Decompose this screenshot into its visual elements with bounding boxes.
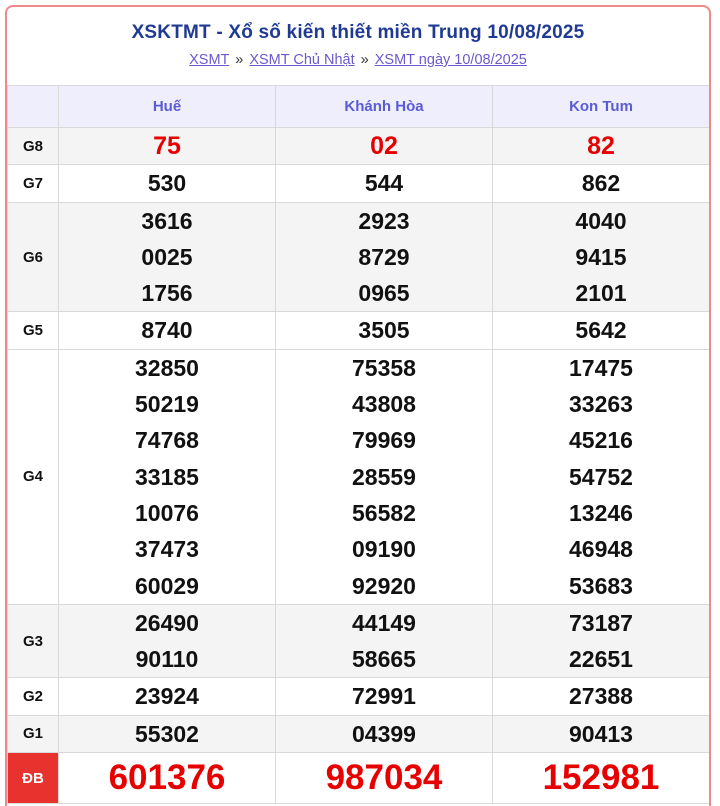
prize-number: 3616: [141, 207, 193, 234]
prize-number: 3505: [358, 317, 410, 344]
prize-cell: [276, 312, 493, 349]
prize-cell: [276, 753, 493, 804]
prize-number: 58665: [352, 646, 416, 673]
prize-number: 04399: [352, 720, 416, 747]
prize-number: 8729: [358, 243, 410, 270]
breadcrumb-separator: »: [235, 52, 244, 68]
prize-number: 56582: [352, 499, 416, 526]
prize-number: 26490: [135, 609, 199, 636]
header: [7, 7, 709, 85]
prize-cell: [493, 715, 710, 752]
prize-number: 987034: [325, 758, 443, 798]
prize-number: 45216: [569, 427, 633, 454]
prize-number: 27388: [569, 683, 633, 710]
prize-number: 22651: [569, 646, 633, 673]
prize-number: 46948: [569, 536, 633, 563]
prize-number: 10076: [135, 499, 199, 526]
prize-number: 13246: [569, 499, 633, 526]
prize-number: 43808: [352, 391, 416, 418]
breadcrumb-link-date[interactable]: XSMT ngày 10/08/2025: [374, 52, 527, 68]
prize-number: 0025: [141, 243, 193, 270]
breadcrumb-separator: »: [360, 52, 369, 68]
prize-cell: [59, 128, 276, 165]
page-title: XSKTMT - Xổ số kiến thiết miền Trung 10/08/2025: [131, 22, 585, 43]
prize-label: G3: [8, 604, 59, 678]
prize-cell: [276, 604, 493, 678]
prize-number: 79969: [352, 427, 416, 454]
prize-number: 32850: [135, 354, 199, 381]
prize-cell: [276, 202, 493, 312]
prize-number: 37473: [135, 536, 199, 563]
prize-number: 544: [364, 170, 404, 197]
prize-cell: [493, 128, 710, 165]
prize-label: G5: [8, 312, 59, 349]
prize-row: [8, 604, 710, 678]
results-card: [5, 5, 711, 806]
prize-number: 23924: [135, 683, 199, 710]
prize-number: 8740: [141, 317, 193, 344]
prize-cell: [493, 202, 710, 312]
prize-number: 54752: [569, 463, 633, 490]
prize-number: 9415: [575, 243, 627, 270]
prize-number: 60029: [135, 572, 199, 599]
prize-number: 73187: [569, 609, 633, 636]
prize-number: 53683: [569, 572, 633, 599]
prize-number: 55302: [135, 720, 199, 747]
prize-row: [8, 202, 710, 312]
prize-label: G6: [8, 202, 59, 312]
prize-cell: [59, 715, 276, 752]
prize-cell: [59, 312, 276, 349]
prize-number: 152981: [542, 758, 660, 798]
prize-number: 4040: [575, 207, 627, 234]
prize-number: 17475: [569, 354, 633, 381]
prize-row: [8, 128, 710, 165]
prize-label: G2: [8, 678, 59, 715]
results-table: [7, 85, 710, 804]
prize-number: 5642: [575, 317, 627, 344]
prize-cell: [59, 202, 276, 312]
prize-number: 75358: [352, 354, 416, 381]
prize-cell: [276, 128, 493, 165]
table-header-row: [8, 86, 710, 128]
prize-row: [8, 312, 710, 349]
prize-number: 90110: [135, 646, 199, 673]
prize-number: 50219: [135, 391, 199, 418]
prize-cell: [59, 678, 276, 715]
prize-number: 09190: [352, 536, 416, 563]
prize-cell: [276, 165, 493, 202]
prize-number: 33263: [569, 391, 633, 418]
prize-number: 0965: [358, 280, 410, 307]
prize-cell: [59, 753, 276, 804]
province-header[interactable]: Khánh Hòa: [276, 86, 493, 128]
prize-number: 2101: [575, 280, 627, 307]
prize-row: [8, 349, 710, 604]
prize-cell: [493, 312, 710, 349]
prize-row: [8, 753, 710, 804]
prize-cell: [276, 715, 493, 752]
prize-number: 82: [587, 132, 615, 160]
prize-label: G7: [8, 165, 59, 202]
breadcrumb-link-weekday[interactable]: XSMT Chủ Nhật: [249, 52, 355, 68]
prize-label: G8: [8, 128, 59, 165]
prize-cell: [276, 678, 493, 715]
prize-cell: [493, 753, 710, 804]
prize-number: 92920: [352, 572, 416, 599]
prize-number: 02: [370, 132, 398, 160]
breadcrumb: [7, 52, 709, 68]
prize-cell: [59, 165, 276, 202]
prize-cell: [493, 604, 710, 678]
prize-number: 90413: [569, 720, 633, 747]
prize-number: 530: [147, 170, 187, 197]
prize-number: 44149: [352, 609, 416, 636]
prize-cell: [493, 678, 710, 715]
prize-label: G1: [8, 715, 59, 752]
prize-cell: [493, 349, 710, 604]
header-corner: [8, 86, 59, 128]
prize-number: 72991: [352, 683, 416, 710]
prize-cell: [59, 604, 276, 678]
prize-number: 74768: [135, 427, 199, 454]
prize-row: [8, 165, 710, 202]
prize-number: 75: [153, 132, 181, 160]
prize-row: [8, 715, 710, 752]
prize-number: 2923: [358, 207, 410, 234]
prize-label: G4: [8, 349, 59, 604]
prize-number: 862: [581, 170, 621, 197]
prize-number: 28559: [352, 463, 416, 490]
province-header[interactable]: Huế: [59, 86, 276, 128]
prize-cell: [276, 349, 493, 604]
prize-cell: [59, 349, 276, 604]
prize-cell: [493, 165, 710, 202]
prize-label: ĐB: [8, 753, 59, 804]
prize-number: 601376: [108, 758, 226, 798]
breadcrumb-link-xsmt[interactable]: XSMT: [189, 52, 230, 68]
province-header: Kon Tum: [493, 86, 710, 128]
prize-number: 33185: [135, 463, 199, 490]
prize-row: [8, 678, 710, 715]
prize-number: 1756: [141, 280, 193, 307]
